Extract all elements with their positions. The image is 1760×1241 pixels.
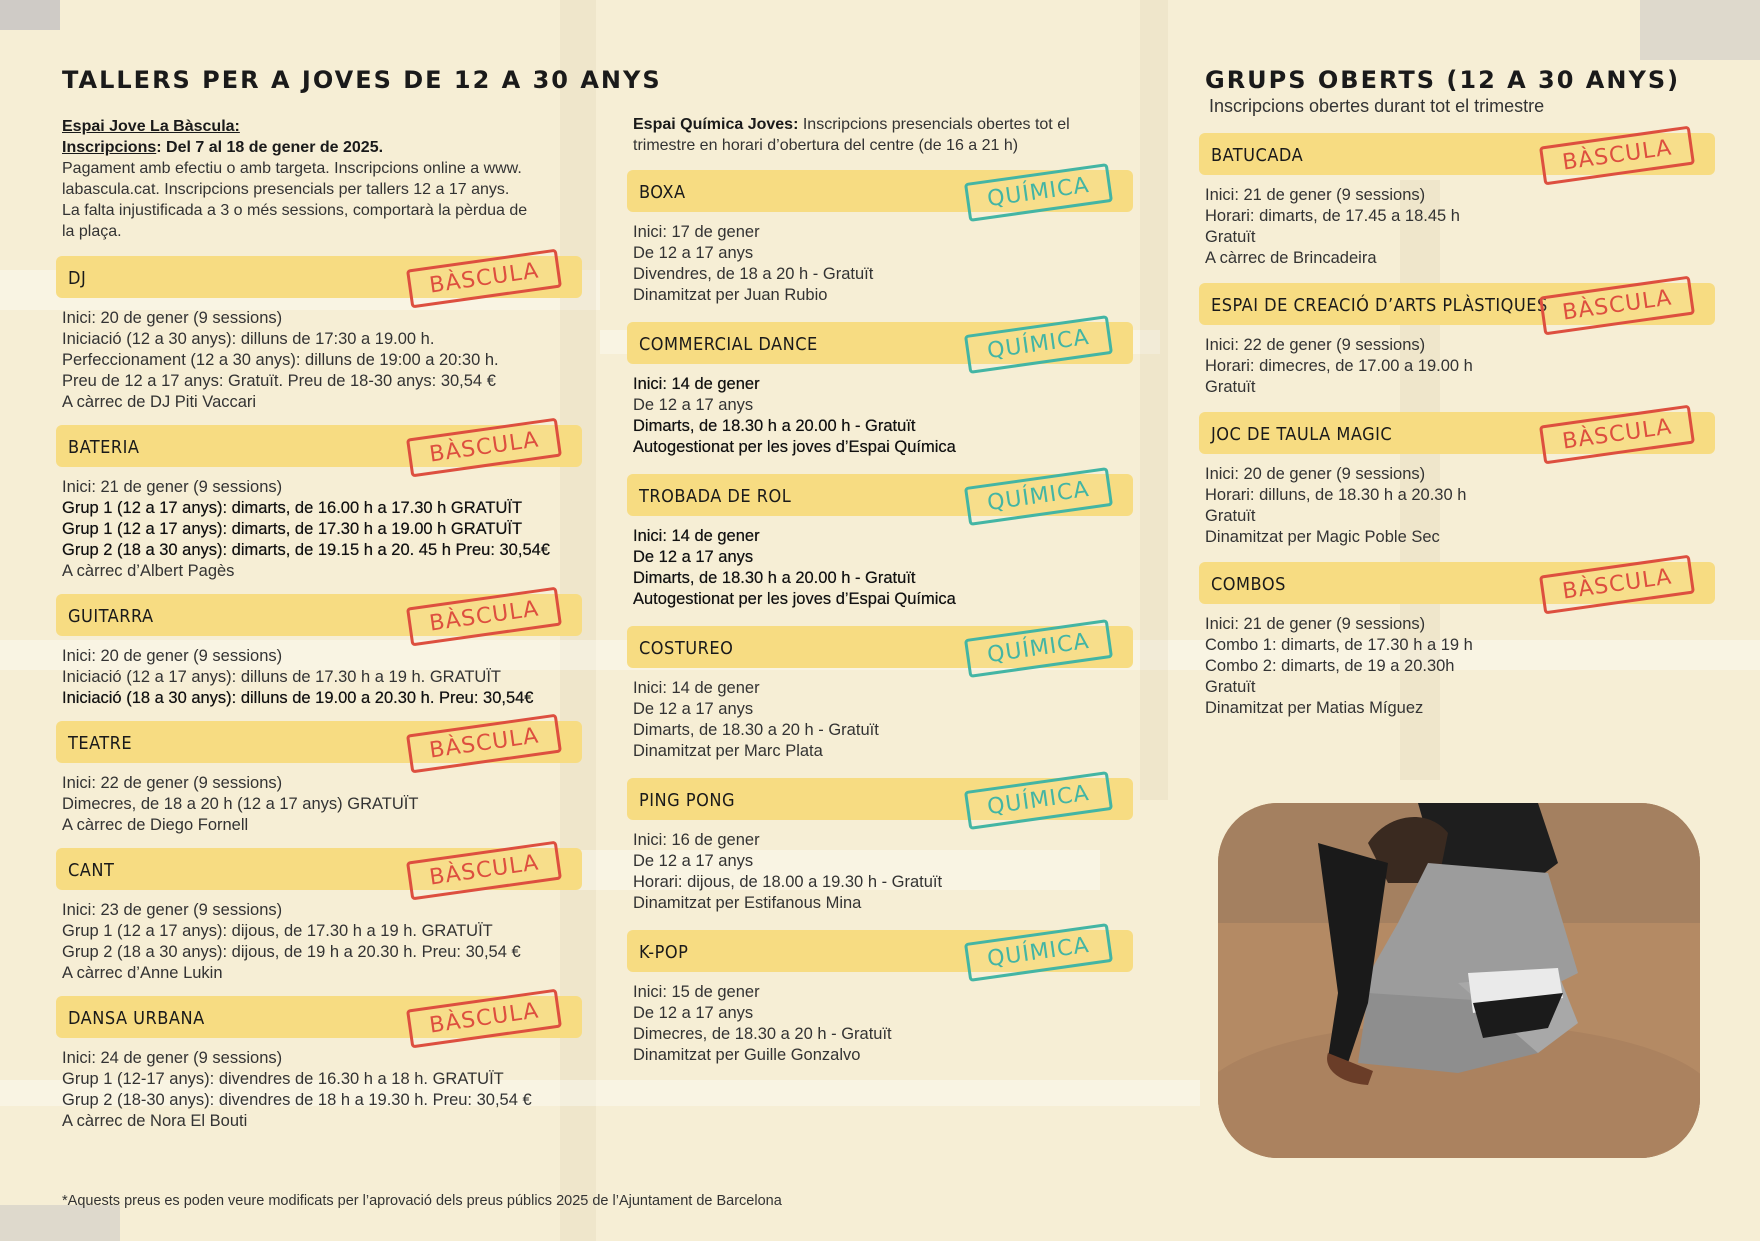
workshop-header: [56, 848, 582, 890]
footnote: *Aquests preus es poden veure modificats per l’aprovació dels preus públics 2025 de l’Ajuntament de Barcelona: [62, 1193, 782, 1209]
venue-stamp: BÀSCULA: [406, 841, 562, 901]
workshop-details: [62, 773, 582, 836]
column-tallers: [62, 60, 662, 1132]
workshop-details: [1205, 335, 1715, 398]
workshop-title: COSTUREO: [639, 638, 734, 659]
intro-line: La falta injustificada a 3 o més sessions, comportarà la pèrdua de: [62, 202, 528, 219]
workshop-header: [56, 594, 582, 636]
workshop-details: [633, 526, 1133, 610]
workshop-details: [62, 900, 582, 984]
workshop-header: [56, 425, 582, 467]
workshop-title: PING PONG: [639, 790, 736, 811]
workshop-teatre: [62, 721, 582, 836]
detail-line: A càrrec de Diego Fornell: [62, 816, 249, 834]
detail-line: A càrrec de DJ Piti Vaccari: [62, 393, 257, 411]
workshop-title: BOXA: [639, 182, 686, 203]
venue-stamp: BÀSCULA: [406, 989, 562, 1049]
detail-line: A càrrec d’Anne Lukin: [62, 964, 223, 982]
workshop-details: [633, 678, 1133, 762]
intro-heading: Espai Química Joves:: [633, 116, 799, 133]
detail-line: Autogestionat per les joves d’Espai Química: [633, 590, 956, 608]
workshop-details: [633, 830, 1133, 914]
workshop-title: CANT: [68, 860, 115, 881]
venue-stamp: BÀSCULA: [406, 587, 562, 647]
workshop-details: [633, 374, 1133, 458]
detail-line: Horari: dimecres, de 17.00 a 19.00 h: [1205, 357, 1473, 375]
detail-line: Grup 1 (12 a 17 anys): dimarts, de 16.00 h a 17.30 h GRATUÏT: [62, 499, 523, 517]
workshop-details: [62, 477, 582, 582]
workshop-batucada: [1205, 133, 1715, 269]
page-title: TALLERS PER A JOVES DE 12 A 30 ANYS: [62, 66, 662, 94]
detail-line: Grup 2 (18 a 30 anys): dijous, de 19 h a 20.30 h. Preu: 30,54 €: [62, 943, 521, 961]
venue-stamp: BÀSCULA: [406, 249, 562, 309]
workshop-details: [633, 222, 1133, 306]
detail-line: Inici: 14 de gener: [633, 375, 760, 393]
detail-line: Inici: 21 de gener (9 sessions): [62, 478, 283, 496]
detail-line: Combo 1: dimarts, de 17.30 h a 19 h: [1205, 636, 1473, 654]
intro-bascula: [62, 116, 582, 242]
venue-stamp: BÀSCULA: [1539, 555, 1695, 615]
workshop-title: COMBOS: [1211, 574, 1286, 595]
workshop-title: GUITARRA: [68, 606, 154, 627]
workshop-title: DANSA URBANA: [68, 1008, 205, 1029]
detail-line: De 12 a 17 anys: [633, 700, 754, 718]
detail-line: Inici: 14 de gener: [633, 679, 760, 697]
workshop-title: BATERIA: [68, 437, 140, 458]
detail-line: Dimarts, de 18.30 h a 20.00 h - Gratuït: [633, 417, 916, 435]
venue-stamp: QUÍMICA: [964, 315, 1113, 374]
detail-line: Iniciació (12 a 17 anys): dilluns de 17.30 h a 19 h. GRATUÏT: [62, 668, 502, 686]
dancer-photo: [1218, 803, 1700, 1158]
detail-line: Inici: 15 de gener: [633, 983, 760, 1001]
detail-line: Autogestionat per les joves d’Espai Química: [633, 438, 956, 456]
detail-line: Gratuït: [1205, 678, 1256, 696]
workshop-details: [633, 982, 1133, 1066]
workshop-details: [62, 308, 582, 413]
detail-line: Iniciació (18 a 30 anys): dilluns de 19.00 a 20.30 h. Preu: 30,54€: [62, 689, 534, 707]
detail-line: Preu de 12 a 17 anys: Gratuït. Preu de 18-30 anys: 30,54 €: [62, 372, 496, 390]
detail-line: Inici: 21 de gener (9 sessions): [1205, 186, 1426, 204]
detail-line: Inici: 21 de gener (9 sessions): [1205, 615, 1426, 633]
detail-line: Grup 2 (18 a 30 anys): dimarts, de 19.15 h a 20. 45 h Preu: 30,54€: [62, 541, 550, 559]
detail-line: De 12 a 17 anys: [633, 244, 754, 262]
workshop-cant: [62, 848, 582, 984]
workshop-title: BATUCADA: [1211, 145, 1304, 166]
workshop-list: [62, 256, 582, 1132]
detail-line: Dinamitzat per Juan Rubio: [633, 286, 828, 304]
workshop-joc-de-taula-magic: [1205, 412, 1715, 548]
workshop-header: [627, 474, 1133, 516]
workshop-header: [1199, 412, 1715, 454]
venue-stamp: QUÍMICA: [964, 163, 1113, 222]
detail-line: Dinamitzat per Magic Poble Sec: [1205, 528, 1440, 546]
detail-line: Inici: 16 de gener: [633, 831, 760, 849]
intro-line: Pagament amb efectiu o amb targeta. Inscripcions online a www.: [62, 160, 522, 177]
detail-line: De 12 a 17 anys: [633, 396, 754, 414]
detail-line: Perfeccionament (12 a 30 anys): dilluns de 19:00 a 20:30 h.: [62, 351, 499, 369]
detail-line: Inici: 20 de gener (9 sessions): [62, 309, 283, 327]
detail-line: De 12 a 17 anys: [633, 548, 754, 566]
workshop-header: [1199, 283, 1715, 325]
workshop-header: [627, 322, 1133, 364]
workshop-title: JOC DE TAULA MAGIC: [1211, 424, 1393, 445]
detail-line: Inici: 20 de gener (9 sessions): [1205, 465, 1426, 483]
detail-line: Inici: 23 de gener (9 sessions): [62, 901, 283, 919]
workshop-espai-de-creacio-d-arts-plastiques: [1205, 283, 1715, 398]
workshop-commercial-dance: [633, 322, 1133, 458]
venue-stamp: BÀSCULA: [406, 714, 562, 774]
workshop-list: [1205, 133, 1715, 719]
column-quimica: [633, 60, 1133, 1066]
workshop-header: [627, 626, 1133, 668]
intro-quimica: [633, 114, 1133, 156]
workshop-combos: [1205, 562, 1715, 719]
detail-line: Divendres, de 18 a 20 h - Gratuït: [633, 265, 874, 283]
detail-line: Dimarts, de 18.30 a 20 h - Gratuït: [633, 721, 879, 739]
intro-line: Inscripcions presencials obertes tot el: [798, 116, 1070, 133]
detail-line: Gratuït: [1205, 378, 1256, 396]
venue-stamp: QUÍMICA: [964, 923, 1113, 982]
workshop-guitarra: [62, 594, 582, 709]
detail-line: Dinamitzat per Estifanous Mina: [633, 894, 862, 912]
detail-line: Grup 1 (12 a 17 anys): dijous, de 17.30 h a 19 h. GRATUÏT: [62, 922, 493, 940]
workshop-boxa: [633, 170, 1133, 306]
workshop-header: [56, 996, 582, 1038]
venue-stamp: QUÍMICA: [964, 619, 1113, 678]
detail-line: Grup 1 (12-17 anys): divendres de 16.30 h a 18 h. GRATUÏT: [62, 1070, 504, 1088]
detail-line: Inici: 14 de gener: [633, 527, 760, 545]
workshop-details: [62, 646, 582, 709]
detail-line: Combo 2: dimarts, de 19 a 20.30h: [1205, 657, 1455, 675]
workshop-ping-pong: [633, 778, 1133, 914]
venue-stamp: QUÍMICA: [964, 771, 1113, 830]
detail-line: Horari: dilluns, de 18.30 h a 20.30 h: [1205, 486, 1467, 504]
detail-line: A càrrec d’Albert Pagès: [62, 562, 235, 580]
registration-line: Inscripcions: Del 7 al 18 de gener de 2025.: [62, 139, 384, 156]
workshop-title: DJ: [68, 268, 87, 289]
detail-line: Gratuït: [1205, 228, 1256, 246]
venue-stamp: BÀSCULA: [1539, 405, 1695, 465]
detail-line: Grup 2 (18-30 anys): divendres de 18 h a 19.30 h. Preu: 30,54 €: [62, 1091, 532, 1109]
detail-line: Inici: 22 de gener (9 sessions): [1205, 336, 1426, 354]
workshop-list: [633, 170, 1133, 1066]
section-title: GRUPS OBERTS (12 A 30 ANYS): [1205, 66, 1681, 94]
detail-line: Dimecres, de 18.30 a 20 h - Gratuït: [633, 1025, 892, 1043]
detail-line: Iniciació (12 a 30 anys): dilluns de 17:30 a 19.00 h.: [62, 330, 435, 348]
workshop-title: COMMERCIAL DANCE: [639, 334, 818, 355]
workshop-details: [1205, 185, 1715, 269]
detail-line: Horari: dimarts, de 17.45 a 18.45 h: [1205, 207, 1460, 225]
workshop-title: ESPAI DE CREACIÓ D’ARTS PLÀSTIQUES: [1211, 295, 1548, 316]
detail-line: Dinamitzat per Matias Míguez: [1205, 699, 1424, 717]
detail-line: Dinamitzat per Marc Plata: [633, 742, 823, 760]
workshop-dj: [62, 256, 582, 413]
venue-stamp: BÀSCULA: [1539, 126, 1695, 186]
workshop-trobada-de-rol: [633, 474, 1133, 610]
detail-line: Dimecres, de 18 a 20 h (12 a 17 anys) GRATUÏT: [62, 795, 419, 813]
workshop-header: [56, 256, 582, 298]
detail-line: Gratuït: [1205, 507, 1256, 525]
detail-line: Inici: 17 de gener: [633, 223, 760, 241]
workshop-header: [1199, 562, 1715, 604]
detail-line: De 12 a 17 anys: [633, 852, 754, 870]
intro-line: trimestre en horari d’obertura del centre (de 16 a 21 h): [633, 137, 1019, 154]
workshop-details: [1205, 614, 1715, 719]
workshop-header: [56, 721, 582, 763]
detail-line: Inici: 22 de gener (9 sessions): [62, 774, 283, 792]
venue-stamp: BÀSCULA: [406, 418, 562, 478]
detail-line: A càrrec de Brincadeira: [1205, 249, 1377, 267]
detail-line: Grup 1 (12 a 17 anys): dimarts, de 17.30 h a 19.00 h GRATUÏT: [62, 520, 523, 538]
detail-line: Inici: 20 de gener (9 sessions): [62, 647, 283, 665]
intro-line: la plaça.: [62, 223, 122, 240]
workshop-details: [62, 1048, 582, 1132]
workshop-header: [627, 778, 1133, 820]
workshop-bateria: [62, 425, 582, 582]
workshop-costureo: [633, 626, 1133, 762]
workshop-details: [1205, 464, 1715, 548]
detail-line: Dinamitzat per Guille Gonzalvo: [633, 1046, 861, 1064]
detail-line: De 12 a 17 anys: [633, 1004, 754, 1022]
detail-line: Inici: 24 de gener (9 sessions): [62, 1049, 283, 1067]
workshop-header: [1199, 133, 1715, 175]
workshop-header: [627, 930, 1133, 972]
venue-stamp: BÀSCULA: [1539, 276, 1695, 336]
workshop-title: K-POP: [639, 942, 689, 963]
workshop-title: TROBADA DE ROL: [639, 486, 792, 507]
venue-stamp: QUÍMICA: [964, 467, 1113, 526]
intro-line: labascula.cat. Inscripcions presencials per tallers 12 a 17 anys.: [62, 181, 510, 198]
intro-heading: Espai Jove La Bàscula:: [62, 118, 240, 135]
section-subtitle: Inscripcions obertes durant tot el trimestre: [1209, 96, 1545, 116]
detail-line: Horari: dijous, de 18.00 a 19.30 h - Gratuït: [633, 873, 943, 891]
workshop-title: TEATRE: [68, 733, 133, 754]
workshop-k-pop: [633, 930, 1133, 1066]
column-grups-oberts: [1205, 60, 1715, 719]
workshop-header: [627, 170, 1133, 212]
detail-line: A càrrec de Nora El Bouti: [62, 1112, 248, 1130]
detail-line: Dimarts, de 18.30 h a 20.00 h - Gratuït: [633, 569, 916, 587]
workshop-dansa-urbana: [62, 996, 582, 1132]
